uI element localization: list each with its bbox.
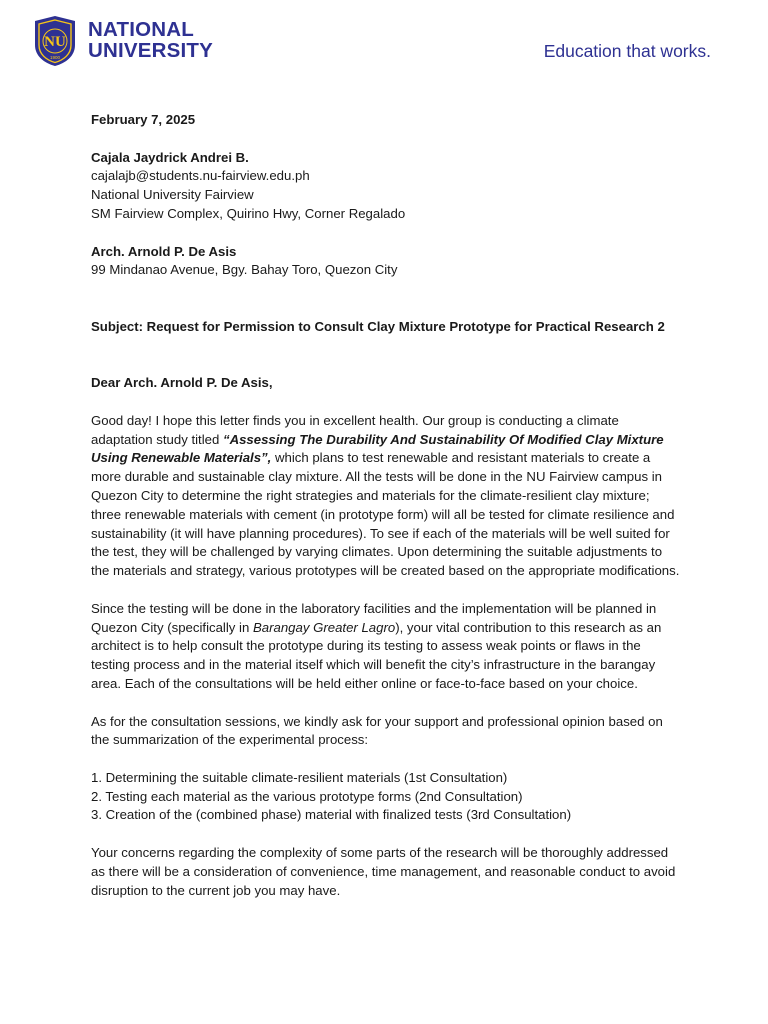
list-item: 3. Creation of the (combined phase) material with finalized tests (3rd Consultation) — [91, 807, 572, 823]
place-name: Barangay Greater Lagro — [252, 619, 396, 635]
salutation: Dear Arch. Arnold P. De Asis, — [91, 375, 273, 391]
brand-line-1: NATIONAL — [88, 18, 194, 41]
university-seal-icon — [33, 15, 77, 67]
tagline: Education that works. — [543, 41, 711, 61]
list-item: 2. Testing each material as the various prototype forms (2nd Consultation) — [91, 788, 523, 804]
sender-institution: National University Fairview — [91, 187, 254, 203]
letter-body — [91, 111, 683, 900]
paragraph-concerns: Your concerns regarding the complexity of some parts of the research will be thoroughly addressed as there will be a consideration of convenience, time management, and reasonable conduct to avoid disruption to the current job you may have. — [91, 845, 676, 898]
paragraph-consultation: As for the consultation sessions, we kindly ask for your support and professional opinion based on the summarization of the experimental process: — [91, 713, 663, 748]
study-title: “Assessing The Durability And Sustainability Of Modified Clay Mixture Using Renewable Materials”, — [91, 431, 664, 466]
svg-text:NU: NU — [44, 34, 66, 50]
sender-email: cajalajb@students.nu-fairview.edu.ph — [91, 168, 310, 184]
paragraph-scope: Since the testing will be done in the laboratory facilities and the implementation will be planned in Quezon City (specifically in Barangay Greater Lagro), your vital contribution to this research as an architect is to help consult the prototype during its testing to assess weak points or flaws in the testing process and in the material itself which will benefit the city’s infrastructure in the barangay area. Each of the consultations will be held either online or face-to-face based on your choice. — [91, 600, 662, 691]
consultation-list — [91, 769, 683, 825]
svg-text:1900: 1900 — [49, 55, 61, 60]
sender-address: SM Fairview Complex, Quirino Hwy, Corner Regalado — [91, 205, 406, 221]
list-item: 1. Determining the suitable climate-resilient materials (1st Consultation) — [91, 769, 508, 785]
brand-line-2: UNIVERSITY — [88, 39, 214, 62]
university-name — [88, 19, 213, 61]
recipient-address: 99 Mindanao Avenue, Bgy. Bahay Toro, Quezon City — [91, 262, 398, 278]
paragraph-intro: Good day! I hope this letter finds you in excellent health. Our group is conducting a climate adaptation study titled “Assessing The Durability And Sustainability Of Modified Clay Mixture Using Renewable Materials”, which plans to test renewable and resistant materials to create a more durable and sustainable clay mixture. All the tests will be done in the NU Fairview campus in Quezon City to determine the right strategies and materials for the climate-resilient clay mixture; three renewable materials with cement (in prototype form) will all be tested for climate resilience and sustainability (it will have planning procedures). To see if each of the materials will be well suited for the test, they will be challenged by varying climates. Upon determining the suitable adjustments to the materials and strategy, various prototypes will be created based on the appropriate modifications. — [91, 412, 680, 579]
recipient-name: Arch. Arnold P. De Asis — [91, 243, 237, 259]
sender-name: Cajala Jaydrick Andrei B. — [91, 149, 249, 165]
letter-date: February 7, 2025 — [91, 112, 196, 127]
letterhead — [0, 0, 768, 80]
letter-subject: Subject: Request for Permission to Consult Clay Mixture Prototype for Practical Research 2 — [91, 318, 665, 334]
